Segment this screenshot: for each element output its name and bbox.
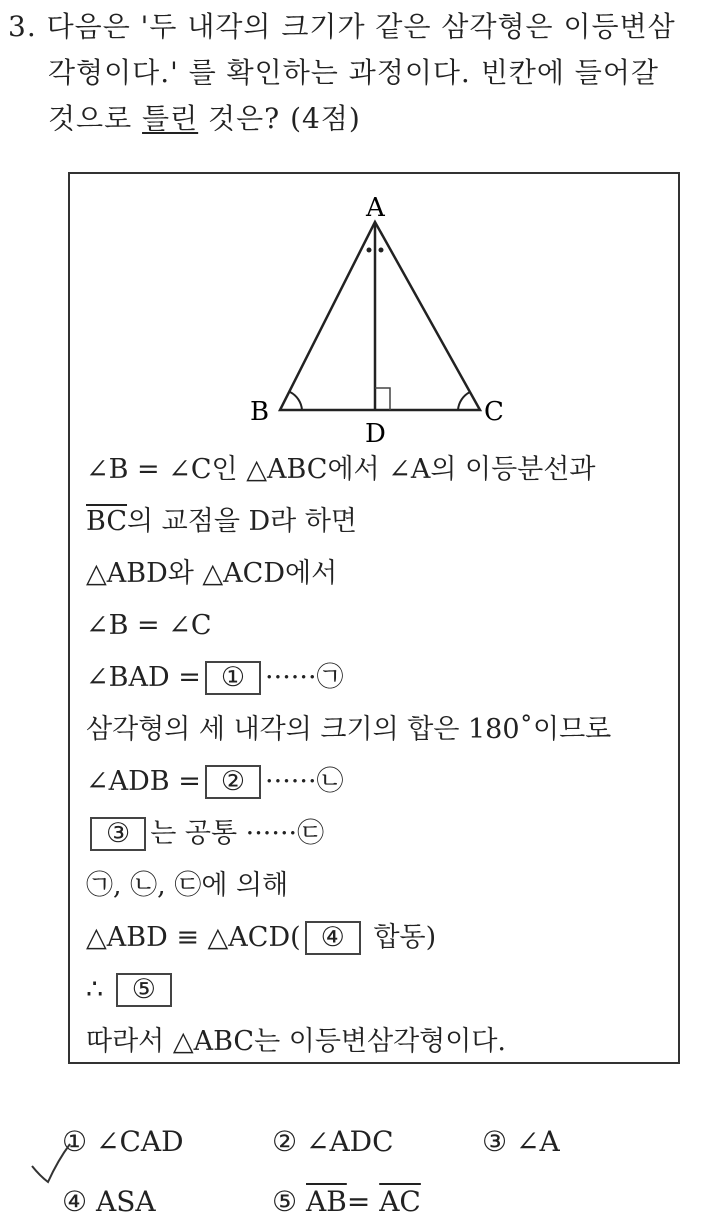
label-a: A [366,193,385,223]
segment-bc: $\overline{BC}$ [86,506,128,537]
proof-line-3: △ABD와 △ACD에서 [86,558,338,589]
label-d: D [365,419,386,449]
blank-2: ② [205,765,261,799]
choice-1[interactable]: ① ∠CAD [62,1125,184,1158]
choice-row-1 [62,1112,682,1172]
blank-3: ③ [90,817,146,851]
question-number: 3. [8,10,37,43]
triangle-figure [240,192,570,452]
handwritten-check-mark [30,1130,90,1190]
proof-text [86,444,676,1068]
choice-2[interactable]: ② ∠ADC [272,1125,394,1158]
question-line-3: 것으로 틀린 것은? (4점) [48,102,361,135]
angle-mark-dot-right [379,248,384,253]
question-text [8,4,704,142]
proof-line-11: ∴ ⑤ [86,964,676,1016]
proof-line-4: ∠B = ∠C [86,610,212,641]
proof-line-1: ∠B = ∠C인 △ABC에서 ∠A의 이등분선과 [86,454,596,485]
proof-line-7: ∠ADB = ② ······㉡ [86,766,344,797]
proof-line-6: 삼각형의 세 내각의 크기의 합은 180˚이므로 [86,714,612,745]
proof-line-9: ㉠, ㉡, ㉢에 의해 [86,870,289,901]
proof-line-8: ③ 는 공통 ······㉢ [86,808,676,860]
angle-c-mark [458,392,470,410]
label-b: B [250,397,270,427]
blank-1: ① [205,661,261,695]
choice-4[interactable]: ④ ASA [62,1185,156,1218]
underlined-word: 틀린 [142,102,199,135]
proof-box [68,172,680,1064]
right-angle-mark [375,388,390,410]
angle-mark-dot-left [367,248,372,253]
blank-4: ④ [305,921,361,955]
question-line-1: 3. 다음은 '두 내각의 크기가 같은 삼각형은 이등변삼 [8,10,676,43]
proof-line-10: △ABD ≡ △ACD( ④ 합동) [86,922,437,953]
angle-b-mark [290,392,302,410]
choice-3[interactable]: ③ ∠A [482,1125,560,1158]
choice-5[interactable]: ⑤ $\overline{AB}= \overline{AC}$ [272,1185,421,1218]
choice-row-2 [62,1172,682,1232]
answer-choices [62,1112,682,1232]
question-line-2: 각형이다.' 를 확인하는 과정이다. 빈칸에 들어갈 [48,56,659,89]
blank-5: ⑤ [116,973,172,1007]
proof-line-2: $\overline{BC}$의 교점을 D라 하면 [86,506,357,537]
proof-line-12: 따라서 △ABC는 이등변삼각형이다. [86,1026,506,1057]
label-c: C [484,397,504,427]
proof-line-5: ∠BAD = ① ······㉠ [86,662,344,693]
